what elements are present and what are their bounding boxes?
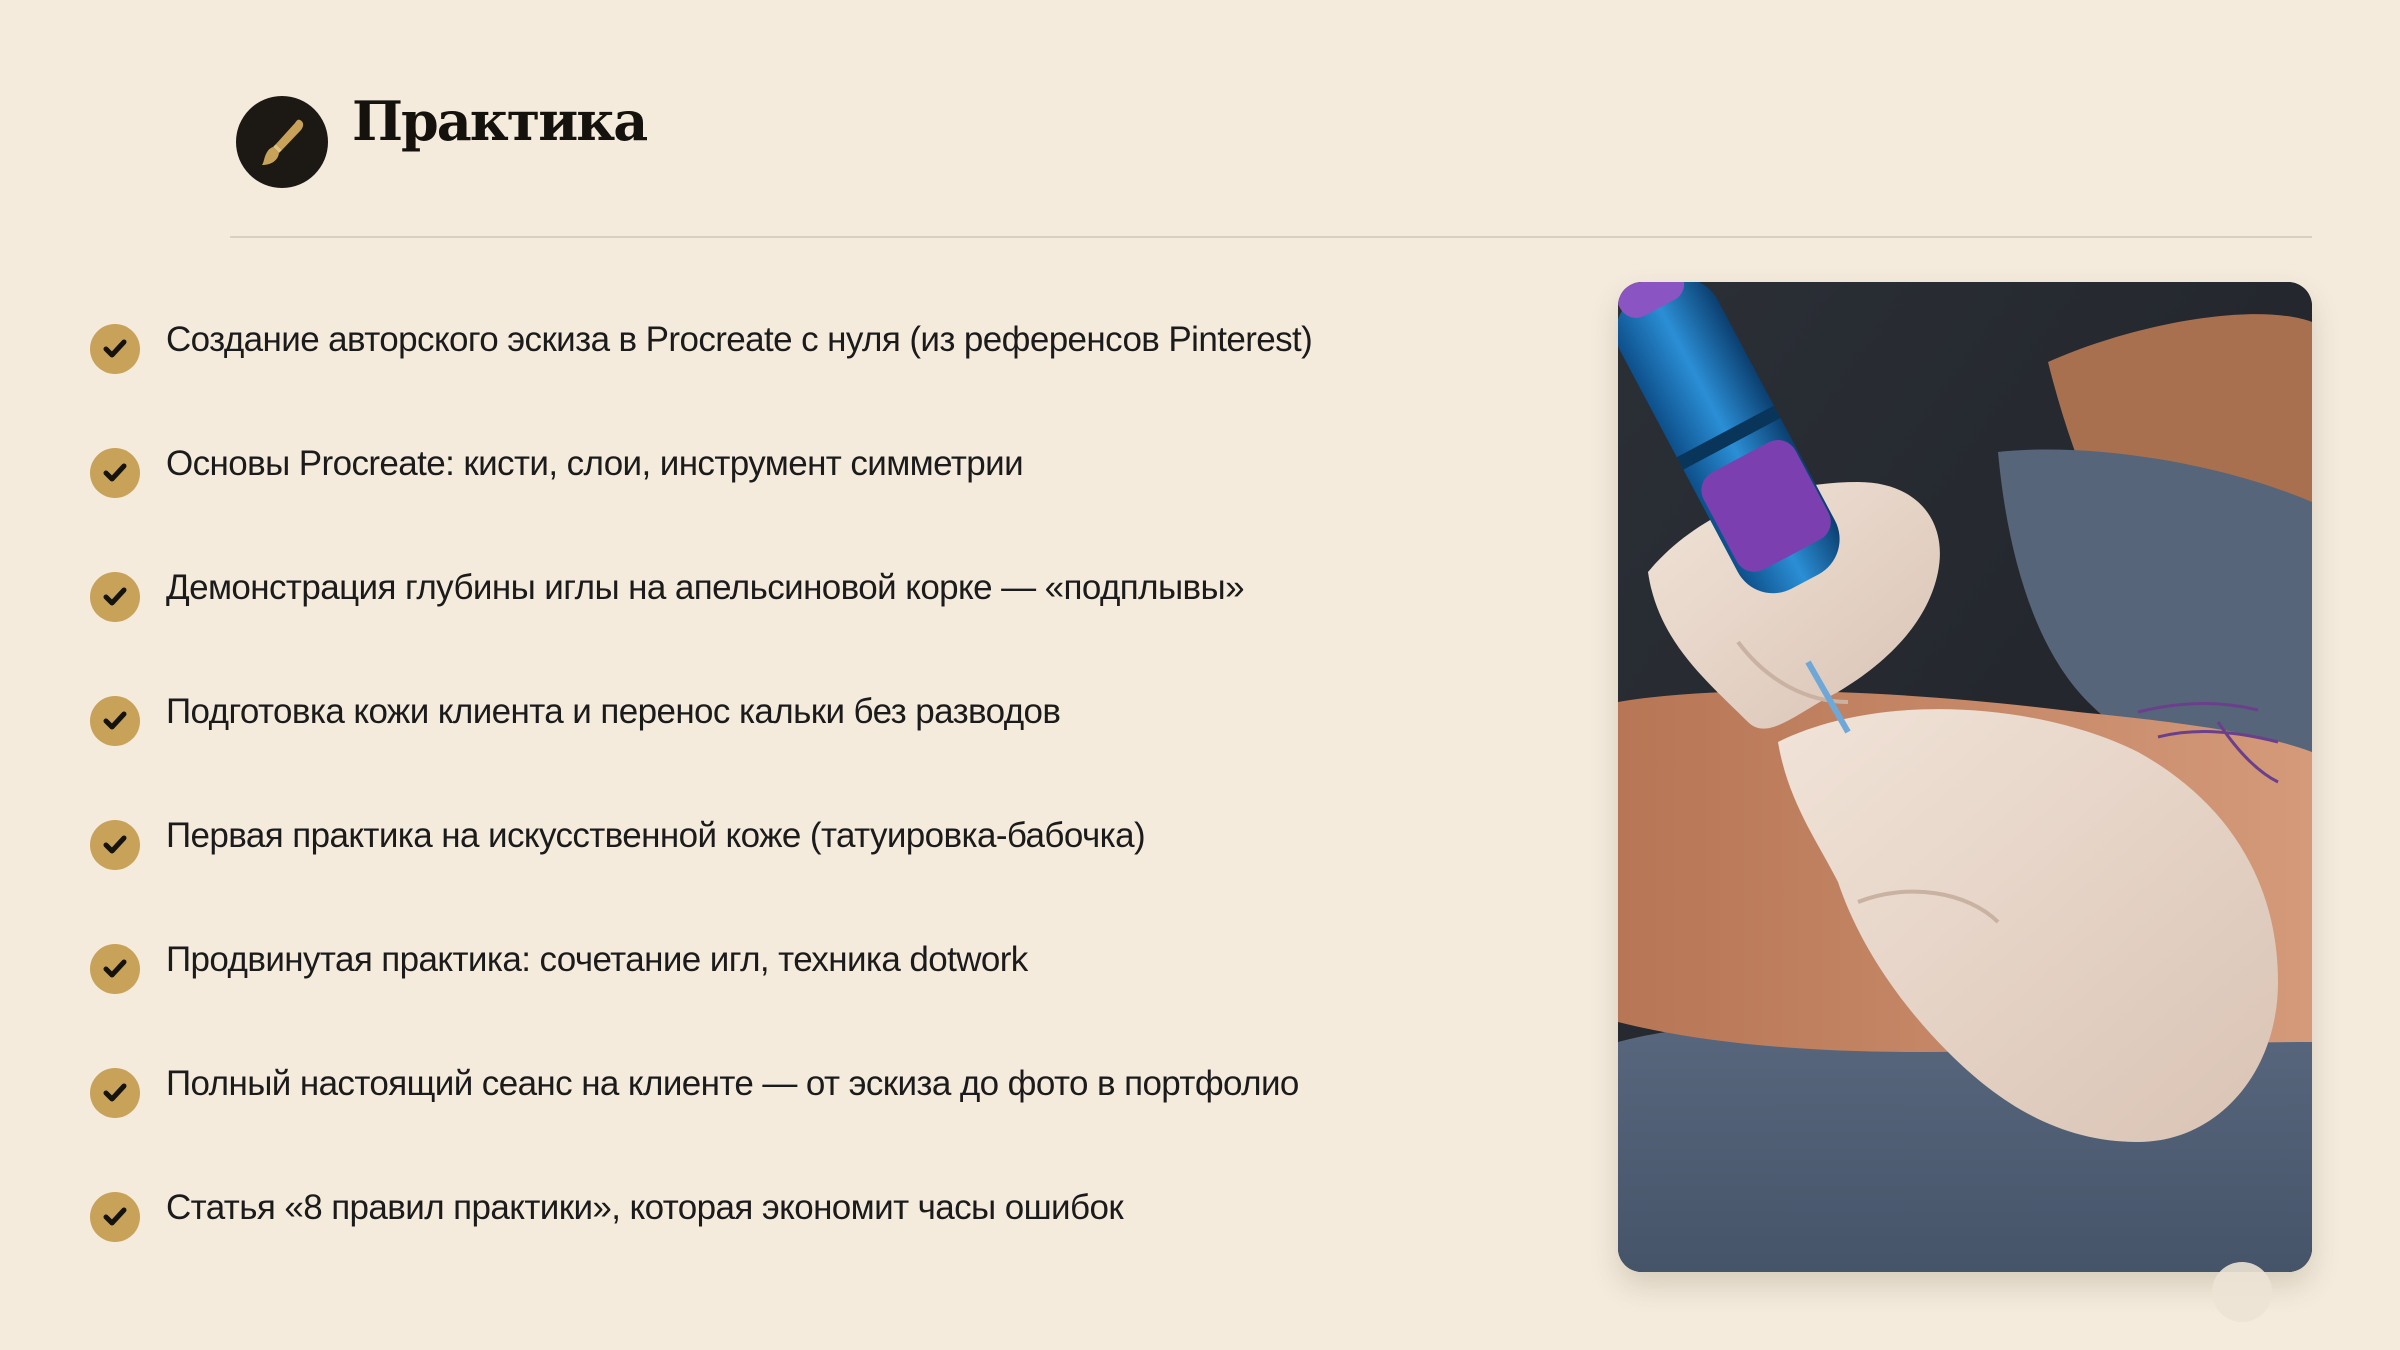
watermark [2212, 1262, 2272, 1322]
list-item [90, 774, 1312, 898]
check-icon [90, 324, 140, 374]
list-item-text: Демонстрация глубины иглы на апельсиновой корке — «подплывы» [166, 568, 1244, 607]
check-icon [90, 1192, 140, 1242]
list-item [90, 526, 1312, 650]
check-icon [90, 696, 140, 746]
check-icon [90, 820, 140, 870]
list-item [90, 402, 1312, 526]
list-item-text: Первая практика на искусственной коже (татуировка-бабочка) [166, 816, 1146, 855]
list-item [90, 1146, 1312, 1270]
list-item [90, 1022, 1312, 1146]
list-item-text: Создание авторского эскиза в Procreate с нуля (из референсов Pinterest) [166, 320, 1313, 359]
check-icon [90, 448, 140, 498]
list-item-text: Подготовка кожи клиента и перенос кальки без разводов [166, 692, 1061, 731]
practice-list [90, 278, 1312, 1270]
header [236, 84, 646, 188]
list-item [90, 278, 1312, 402]
list-item-text: Полный настоящий сеанс на клиенте — от эскиза до фото в портфолио [166, 1064, 1299, 1103]
list-item [90, 898, 1312, 1022]
list-item-text: Статья «8 правил практики», которая экономит часы ошибок [166, 1188, 1124, 1227]
page-title: Практика [352, 89, 647, 153]
check-icon [90, 944, 140, 994]
tattoo-machine-photo [1618, 282, 2312, 1272]
check-icon [90, 1068, 140, 1118]
paintbrush-icon [236, 96, 328, 188]
check-icon [90, 572, 140, 622]
list-item-text: Продвинутая практика: сочетание игл, техника dotwork [166, 940, 1028, 979]
list-item-text: Основы Procreate: кисти, слои, инструмент симметрии [166, 444, 1024, 483]
header-divider [230, 236, 2312, 238]
list-item [90, 650, 1312, 774]
